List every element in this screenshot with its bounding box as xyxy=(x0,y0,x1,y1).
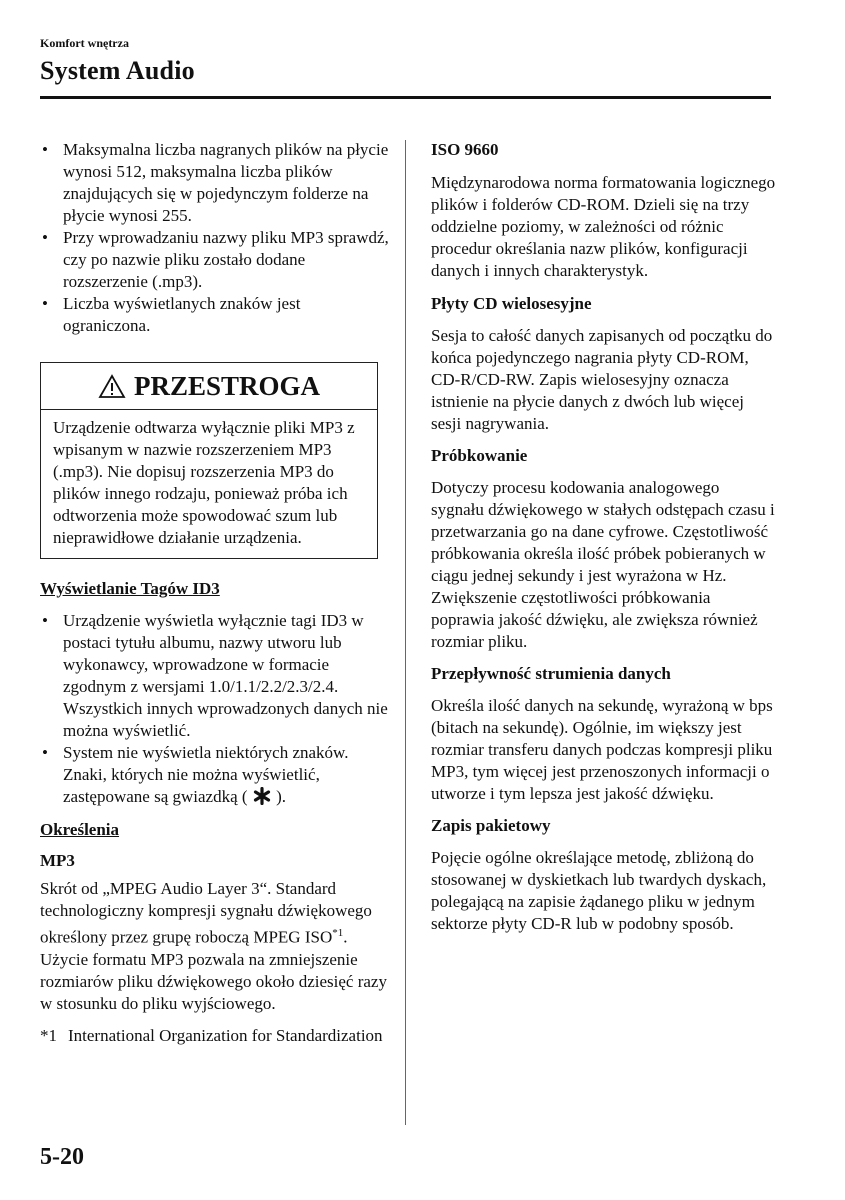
list-item: • Liczba wyświetlanych znaków jest ograniczona. xyxy=(40,293,390,337)
id3-heading: Wyświetlanie Tagów ID3 xyxy=(40,579,220,598)
term-text-mp3: Skrót od „MPEG Audio Layer 3“. Standard technologiczny kompresji sygnału dźwiękowego określony przez grupę roboczą MPEG ISO$^{*1}$. Użycie formatu MP3 pozwala na zmniejszenie rozmiarów pliku dźwiękowego około dziesięć razy w stosunku do pliku wyjściowego. xyxy=(40,879,387,1013)
list-item-text-end: ). xyxy=(276,787,286,806)
terms-heading: Określenia xyxy=(40,820,120,839)
caution-header xyxy=(41,363,377,410)
caution-text: Urządzenie odtwarza wyłącznie pliki MP3 z wpisanym w nazwie rozszerzeniem MP3 (.mp3). Nie dopisuj rozszerzenia MP3 do plików innego rodzaju, ponieważ próba ich odtworzenia może spowodować szum lub nieprawidłowe działanie urządzenia. xyxy=(53,418,355,547)
footnote-text: International Organization for Standardization xyxy=(68,1025,383,1045)
term-text: Określa ilość danych na sekundę, wyrażoną w bps (bitach na sekundę). Ogólnie, im większy jest rozmiar transferu danych podczas kompresji pliku MP3, tym więcej jest przenoszonych informacji o utworze i tym lepsza jest jakość dźwięku. xyxy=(431,696,773,803)
caution-box xyxy=(40,362,378,559)
id3-list xyxy=(40,610,390,808)
footnote-ref: *1 xyxy=(332,927,344,939)
list-item: • Przy wprowadzaniu nazwy pliku MP3 sprawdź, czy po nazwie pliku zostało dodane rozszerzenie (.mp3). xyxy=(40,227,390,293)
list-item-text: System nie wyświetla niektórych znaków. Znaki, których nie można wyświetlić, zastępowane są gwiazdką ( xyxy=(63,743,349,806)
caution-title: PRZESTROGA xyxy=(133,371,321,401)
warning-triangle-icon xyxy=(98,374,126,399)
header-rule xyxy=(40,96,771,99)
term-heading: Próbkowanie xyxy=(431,446,528,465)
term-heading: Zapis pakietowy xyxy=(431,816,551,835)
term-heading: ISO 9660 xyxy=(431,140,499,159)
column-divider xyxy=(405,140,406,1125)
term-heading-mp3: MP3 xyxy=(40,851,75,870)
page-title: System Audio xyxy=(40,56,195,85)
footnote-mark: *1 xyxy=(40,1025,57,1045)
section-label: Komfort wnętrza xyxy=(40,36,129,50)
list-item: • Urządzenie wyświetla wyłącznie tagi ID3 w postaci tytułu albumu, nazwy utworu lub wykonawcy, wprowadzone w formacie zgodnym z wersjami 1.0/1.1/2.2/2.3/2.4. Wszystkich innych wprowadzonych danych nie można wyświetlić. xyxy=(40,610,390,742)
list-item: • Maksymalna liczba nagranych plików na płycie wynosi 512, maksymalna liczba plików znajdujących się w pojedynczym folderze na płycie wynosi 255. xyxy=(40,139,390,227)
term-text: Międzynarodowa norma formatowania logicznego plików i folderów CD-ROM. Dzieli się na trzy oddzielne poziomy, w zależności od różnic procedur określania nazw plików, konfiguracji danych i innych charakterystyk. xyxy=(431,173,776,280)
term-text: Sesja to całość danych zapisanych od początku do końca pojedynczego nagrania płyty CD-ROM, CD-R/CD-RW. Zapis wielosesyjny oznacza istnienie na płycie danych z dwóch lub więcej sesji nagrywania. xyxy=(431,326,773,433)
page-number: 5-20 xyxy=(40,1144,84,1170)
term-text: Dotyczy procesu kodowania analogowego sygnału dźwiękowego w stałych odstępach czasu i przetwarzania go na dane cyfrowe. Częstotliwość próbkowania określa ilość próbek pobieranych w ciągu jednej sekundy i jest wyrażona w Hz. Zwiększenie częstotliwości próbkowania poprawia jakość dźwięku, ale zwiększa również rozmiar pliku. xyxy=(431,478,775,651)
disc-limits-list xyxy=(40,139,390,337)
term-heading: Przepływność strumienia danych xyxy=(431,664,671,683)
left-column xyxy=(40,139,390,1047)
footnote xyxy=(40,1025,390,1047)
term-heading: Płyty CD wielosesyjne xyxy=(431,294,592,313)
list-item xyxy=(40,742,390,808)
asterisk-icon xyxy=(252,787,272,805)
right-column xyxy=(431,139,776,935)
term-text: Pojęcie ogólne określające metodę, zbliżoną do stosowanej w dyskietkach lub twardych dyskach, polegającą na zapisie żądanego pliku w jednym sektorze płyty CD-R lub w podobny sposób. xyxy=(431,848,767,933)
